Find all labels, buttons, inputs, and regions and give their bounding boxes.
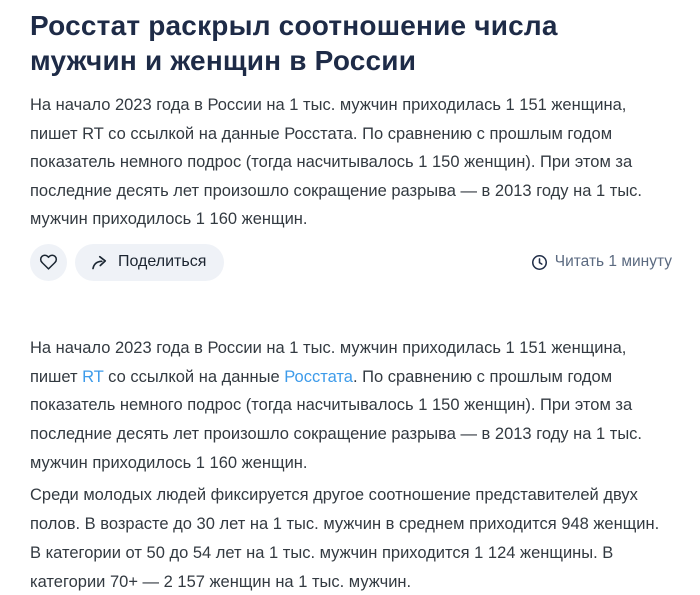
link-rosstat[interactable]: Росстата xyxy=(284,367,353,386)
clock-icon xyxy=(531,254,548,271)
body-text-segment: . По сравнению с прошлым годом показатель немного подрос (тогда насчитывалось 1 150 женщин). При этом за последние десять лет произошло сокращение разрыва — в 2013 году на 1 тыс. мужчин приходилось 1 160 женщин. xyxy=(30,367,643,472)
like-button[interactable] xyxy=(30,244,67,281)
article-body xyxy=(30,334,672,595)
share-button-label: Поделиться xyxy=(118,253,207,271)
page-title: Росстат раскрыл соотношение числа мужчин и женщин в России xyxy=(30,10,558,76)
body-text-segment: На начало 2023 года в России на 1 тыс. мужчин приходилась 1 151 женщина, пишет xyxy=(30,338,627,386)
share-arrow-icon xyxy=(90,253,109,272)
body-paragraph-2: Среди молодых людей фиксируется другое соотношение представителей двух полов. В возрасте до 30 лет на 1 тыс. мужчин в среднем приходится 948 женщин. В категории от 50 до 54 лет на 1 тыс. мужчин приходится 1 124 женщины. В категории 70+ — 2 157 женщин на 1 тыс. мужчин. xyxy=(30,486,660,591)
read-time xyxy=(531,253,672,271)
link-rt[interactable]: RT xyxy=(82,367,104,386)
read-time-label: Читать 1 минуту xyxy=(554,253,672,271)
actions-row xyxy=(30,244,672,281)
share-button[interactable] xyxy=(75,244,224,281)
body-paragraph-1 xyxy=(30,334,672,478)
body-text-segment: со ссылкой на данные xyxy=(103,367,285,386)
heart-icon xyxy=(39,253,58,271)
lead-paragraph: На начало 2023 года в России на 1 тыс. мужчин приходилась 1 151 женщина, пишет RT со ссылкой на данные Росстата. По сравнению с прошлым годом показатель немного подрос (тогда насчитывалось 1 150 женщин). При этом за последние десять лет произошло сокращение разрыва — в 2013 году на 1 тыс. мужчин приходилось 1 160 женщин. xyxy=(30,96,643,229)
